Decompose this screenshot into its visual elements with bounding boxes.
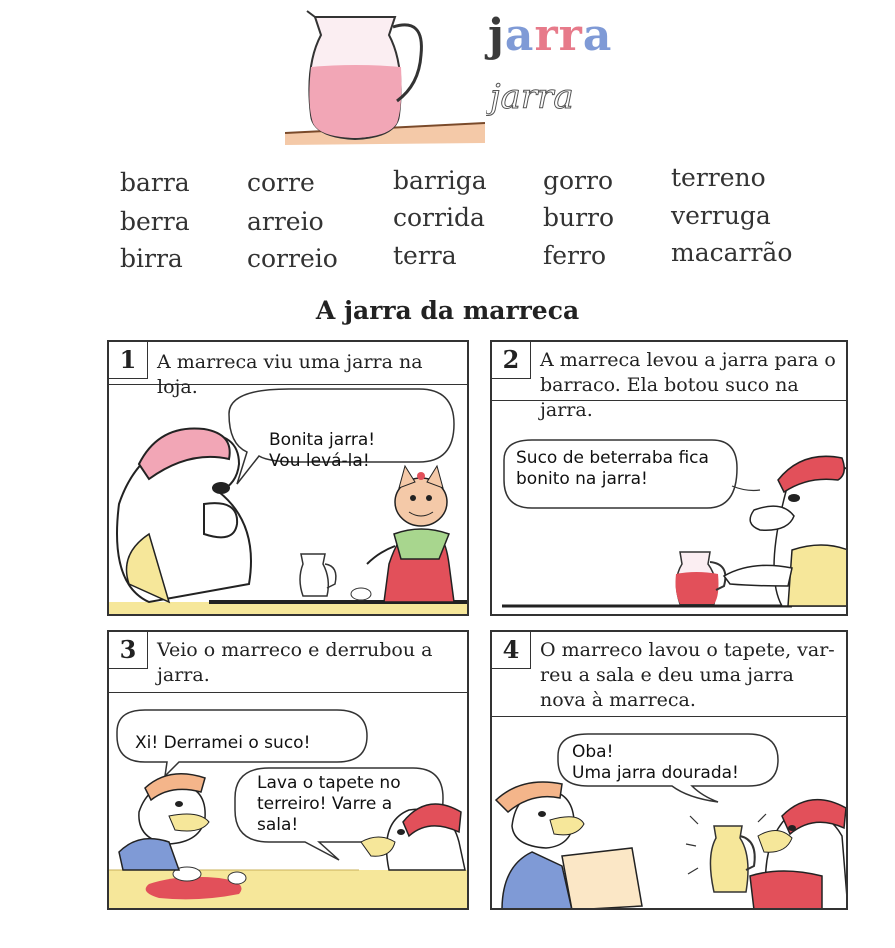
main-word-rr: rr	[534, 10, 583, 61]
panel-caption-text: A marreca viu uma jarra na loja.	[157, 351, 423, 398]
cursive-word	[486, 78, 616, 128]
word-list-item: correio	[247, 244, 338, 273]
word-list-item: corrida	[393, 203, 485, 232]
word-list-item: birra	[120, 244, 183, 273]
panel-caption-text: O marreco lavou o tapete, var-reu a sala e deu uma jarra nova à marreca.	[540, 639, 835, 711]
speech-bubble-text: Bonita jarra! Vou levá-la!	[269, 430, 376, 471]
speech-bubble-text: Lava o tapete no terreiro! Varre a sala!	[257, 773, 401, 835]
panel-caption-text: A marreca levou a jarra para o barraco. Ela botou suco na jarra.	[540, 349, 836, 421]
panel-caption-text: Veio o marreco e derrubou a jarra.	[157, 639, 433, 686]
panel-1-illustration	[109, 384, 469, 616]
word-list-item: berra	[120, 207, 190, 236]
word-list-item: verruga	[671, 201, 771, 230]
word-list-item: barra	[120, 168, 190, 197]
speech-bubble-text: Xi! Derramei o suco!	[135, 733, 311, 753]
word-list-item: ferro	[543, 241, 607, 270]
speech-bubble-text: Suco de beterraba fica bonito na jarra!	[516, 448, 709, 489]
main-word-j: j	[488, 10, 505, 61]
comic-panel-1	[107, 340, 469, 616]
word-list-item: terreno	[671, 163, 766, 192]
word-list-item: macarrão	[671, 238, 793, 267]
story-title: A jarra da marreca	[315, 296, 580, 325]
word-list-item: corre	[247, 168, 315, 197]
panel-caption	[109, 342, 467, 398]
main-word	[488, 10, 612, 61]
panel-caption	[492, 342, 846, 421]
comic-panel-4	[490, 630, 848, 910]
panel-caption	[109, 632, 467, 693]
comic-panel-3	[107, 630, 469, 910]
word-list-item: burro	[543, 203, 615, 232]
panel-number: 4	[492, 632, 531, 669]
main-word-a2: a	[582, 10, 613, 61]
cursive-word-text: jarra	[490, 78, 574, 117]
word-list-item: gorro	[543, 166, 614, 195]
comic-panel-2	[490, 340, 848, 616]
speech-bubble-text: Oba! Uma jarra dourada!	[572, 742, 739, 783]
panel-number: 1	[109, 342, 148, 379]
pitcher-illustration	[285, 5, 485, 155]
panel-number: 3	[109, 632, 148, 669]
word-list-item: terra	[393, 241, 457, 270]
panel-2-illustration	[492, 400, 848, 616]
panel-number: 2	[492, 342, 531, 379]
panel-caption	[492, 632, 846, 717]
word-list-item: arreio	[247, 207, 324, 236]
word-list-item: barriga	[393, 166, 487, 195]
main-word-a: a	[504, 10, 535, 61]
